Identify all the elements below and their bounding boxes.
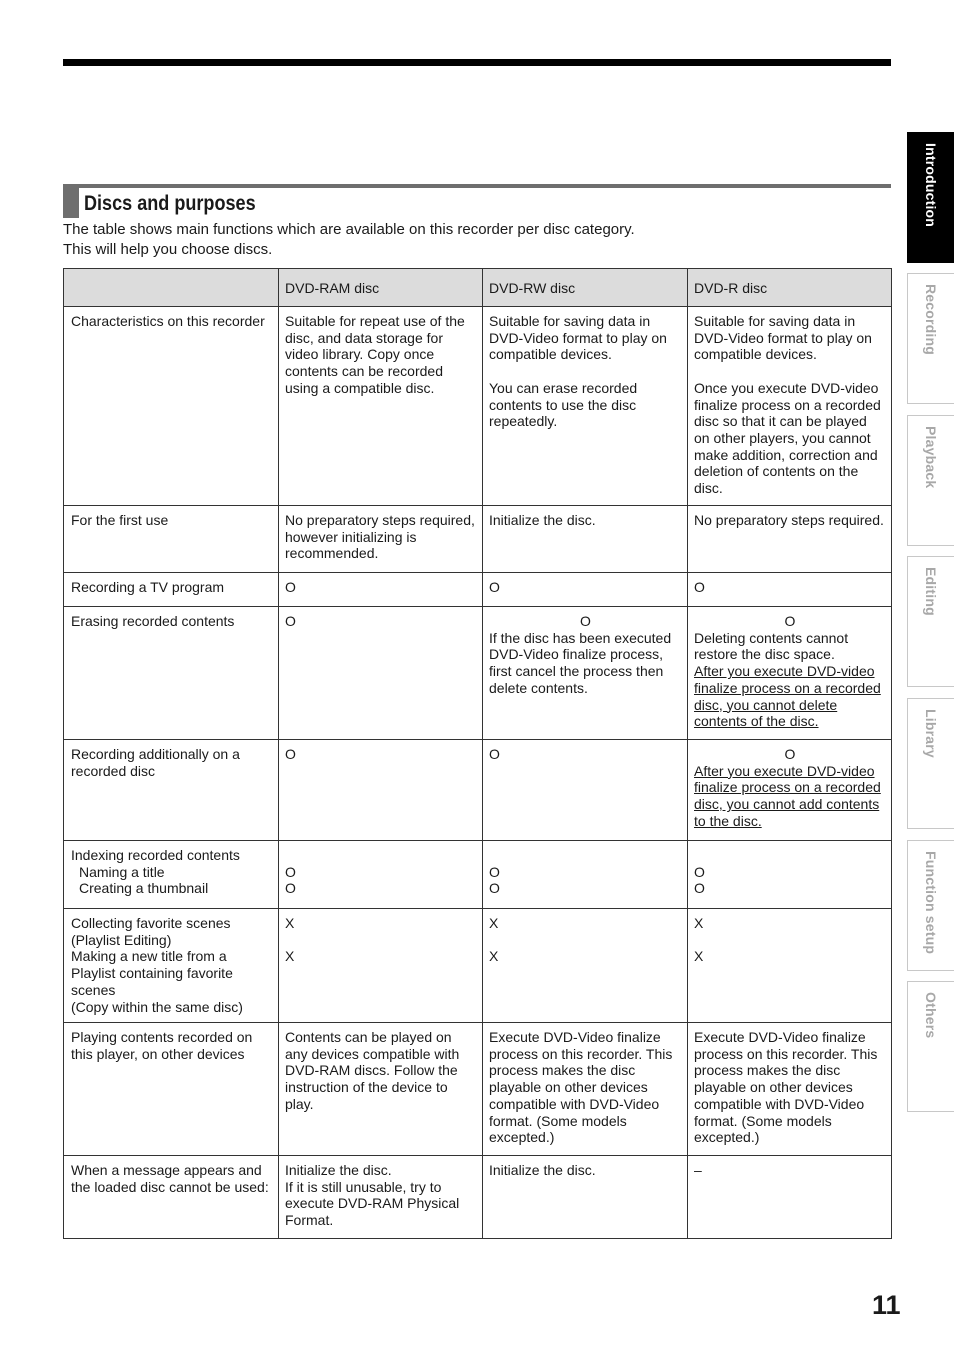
table-row xyxy=(64,506,892,573)
tab-others[interactable] xyxy=(907,981,954,1112)
tab-label: Playback xyxy=(923,426,939,489)
cell-dvd-rw-marks xyxy=(483,909,688,1023)
cell-mark: O xyxy=(580,613,591,629)
cell-note: Deleting contents cannot restore the disc space. xyxy=(694,629,849,663)
row-label xyxy=(64,841,279,909)
table-row xyxy=(64,1156,892,1239)
tab-playback[interactable] xyxy=(907,415,954,546)
row-label-subitem: Naming a title xyxy=(79,863,165,880)
cell-mark: X xyxy=(694,915,704,931)
cell-dvd-ram: Suitable for repeat use of the disc, and data storage for video library. Copy once contents can be recorded using a compatible disc. xyxy=(279,307,483,506)
header-dvd-r: DVD-R disc xyxy=(688,269,892,307)
cell-dvd-r xyxy=(688,607,892,740)
row-label: Recording additionally on a recorded disc xyxy=(64,740,279,841)
cell-dvd-rw xyxy=(483,607,688,740)
cell-mark: O xyxy=(489,863,500,880)
section-rule xyxy=(63,184,891,188)
tab-label: Library xyxy=(923,709,939,758)
cell-mark: O xyxy=(489,880,500,897)
table-row xyxy=(64,909,892,1023)
tab-function-setup[interactable] xyxy=(907,840,954,971)
tab-library[interactable] xyxy=(907,698,954,829)
cell-dvd-ram-mark: O xyxy=(279,740,483,841)
tab-label: Recording xyxy=(923,284,939,356)
row-label-line: (Copy within the same disc) xyxy=(71,998,243,1015)
row-label-line: Indexing recorded contents xyxy=(71,847,240,863)
top-rule xyxy=(63,59,891,66)
tab-label: Editing xyxy=(923,567,939,616)
cell-warning: After you execute DVD-video finalize process on a recorded disc, you cannot add contents to the disc. xyxy=(694,762,881,829)
cell-mark: X xyxy=(285,948,295,965)
table-row xyxy=(64,607,892,740)
cell-dvd-rw: Initialize the disc. xyxy=(483,1156,688,1239)
cell-paragraph: Once you execute DVD-video finalize process on a recorded disc so that it can be played on other players, you cannot make addition, correction and deletion of contents on the disc. xyxy=(694,379,881,497)
row-label xyxy=(64,909,279,1023)
section-title: Discs and purposes xyxy=(84,192,256,215)
intro-line: The table shows main functions which are available on this recorder per disc category. xyxy=(63,221,635,238)
cell-mark: O xyxy=(285,863,296,880)
cell-mark: X xyxy=(285,915,295,931)
tab-editing[interactable] xyxy=(907,556,954,687)
cell-mark: O xyxy=(694,880,705,897)
tab-label: Others xyxy=(923,992,939,1039)
cell-dvd-r-marks xyxy=(688,841,892,909)
row-label: Erasing recorded contents xyxy=(64,607,279,740)
cell-mark: O xyxy=(285,880,296,897)
cell-dvd-ram-marks xyxy=(279,909,483,1023)
cell-dvd-rw-marks xyxy=(483,841,688,909)
cell-warning: After you execute DVD-video finalize process on a recorded disc, you cannot delete contents of the disc. xyxy=(694,663,881,730)
cell-dvd-r-marks xyxy=(688,909,892,1023)
tab-label: Introduction xyxy=(923,143,939,228)
cell-dvd-rw-mark: O xyxy=(483,573,688,607)
cell-paragraph: You can erase recorded contents to use the disc repeatedly. xyxy=(489,379,638,430)
cell-mark: O xyxy=(784,746,796,762)
cell-mark: X xyxy=(489,915,499,931)
cell-dvd-r xyxy=(688,307,892,506)
row-label: When a message appears and the loaded disc cannot be used: xyxy=(64,1156,279,1239)
cell-mark: O xyxy=(694,863,705,880)
table-header-row xyxy=(64,269,892,307)
cell-dvd-r xyxy=(688,740,892,841)
table-row xyxy=(64,1023,892,1156)
header-blank xyxy=(64,269,279,307)
tab-introduction[interactable] xyxy=(907,132,954,263)
cell-dvd-ram xyxy=(279,1156,483,1239)
cell-dvd-r: Execute DVD-Video finalize process on this recorder. This process makes the disc playable on other devices compatible with DVD-Video format. (Some models excepted.) xyxy=(688,1023,892,1156)
intro-line: This will help you choose discs. xyxy=(63,240,273,258)
row-label: Recording a TV program xyxy=(64,573,279,607)
row-label: Playing contents recorded on this player, on other devices xyxy=(64,1023,279,1156)
cell-paragraph: Suitable for saving data in DVD-Video format to play on compatible devices. xyxy=(489,313,667,363)
cell-dvd-ram-mark: O xyxy=(279,607,483,740)
header-dvd-rw: DVD-RW disc xyxy=(483,269,688,307)
row-label: Characteristics on this recorder xyxy=(64,307,279,506)
table-row xyxy=(64,740,892,841)
row-label-subitem: Creating a thumbnail xyxy=(79,880,209,897)
table-row xyxy=(64,841,892,909)
cell-dvd-rw-mark: O xyxy=(483,740,688,841)
cell-paragraph: Suitable for saving data in DVD-Video format to play on compatible devices. xyxy=(694,313,872,363)
cell-dvd-ram-mark: O xyxy=(279,573,483,607)
cell-note: If the disc has been executed DVD-Video finalize process, first cancel the process then delete contents. xyxy=(489,629,672,696)
section-header xyxy=(63,184,891,218)
cell-dvd-r-mark: O xyxy=(688,573,892,607)
cell-dvd-ram-marks xyxy=(279,841,483,909)
table-row xyxy=(64,573,892,607)
row-label-line: Collecting favorite scenes (Playlist Editing) xyxy=(71,915,231,948)
header-dvd-ram: DVD-RAM disc xyxy=(279,269,483,307)
cell-dvd-rw xyxy=(483,307,688,506)
cell-paragraph: Initialize the disc. xyxy=(285,1162,392,1178)
intro-text xyxy=(63,220,635,259)
cell-mark: X xyxy=(694,948,704,965)
cell-dvd-ram: Contents can be played on any devices compatible with DVD-RAM discs. Follow the instruction of the device to play. xyxy=(279,1023,483,1156)
cell-dvd-ram: No preparatory steps required, however initializing is recommended. xyxy=(279,506,483,573)
row-label: For the first use xyxy=(64,506,279,573)
row-label-line: Making a new title from a Playlist containing favorite scenes xyxy=(71,948,233,998)
tab-recording[interactable] xyxy=(907,273,954,404)
page-number: 11 xyxy=(872,1290,901,1320)
discs-table xyxy=(63,268,892,1239)
cell-dvd-r: No preparatory steps required. xyxy=(688,506,892,573)
cell-dvd-rw: Initialize the disc. xyxy=(483,506,688,573)
section-marker xyxy=(63,188,79,218)
cell-dvd-r: – xyxy=(688,1156,892,1239)
table-row xyxy=(64,307,892,506)
cell-paragraph: If it is still unusable, try to execute DVD-RAM Physical Format. xyxy=(285,1178,460,1229)
cell-dvd-rw: Execute DVD-Video finalize process on this recorder. This process makes the disc playable on other devices compatible with DVD-Video format. (Some models excepted.) xyxy=(483,1023,688,1156)
cell-mark: X xyxy=(489,948,499,965)
cell-mark: O xyxy=(784,613,796,629)
tab-label: Function setup xyxy=(923,851,939,955)
